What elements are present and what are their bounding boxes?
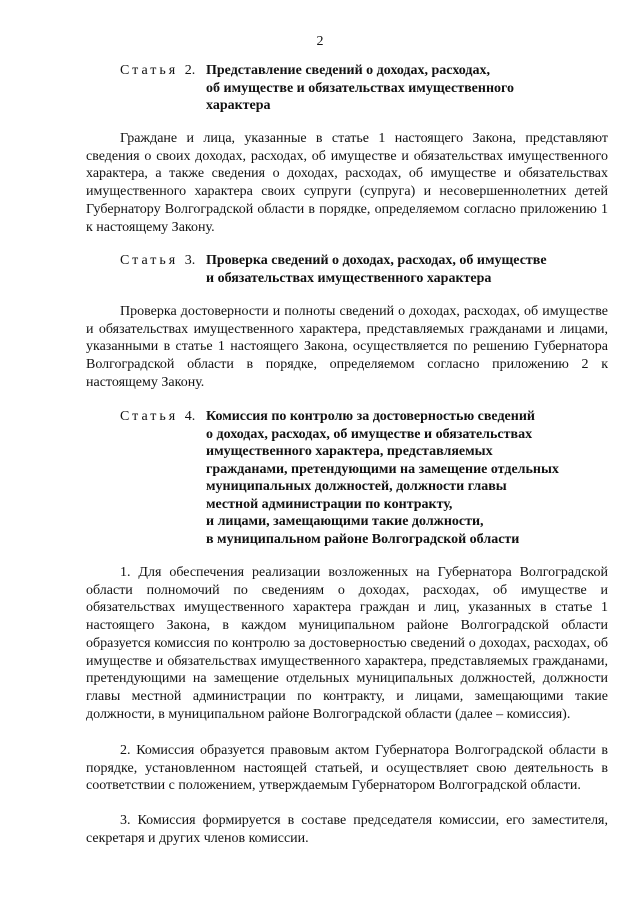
title-line: Проверка сведений о доходах, расходах, об имуществе [206, 253, 547, 268]
page-number: 2 [316, 34, 324, 49]
title-line: местной администрации по контракту, [206, 496, 453, 512]
title-line: имущественного характера, представляемых [206, 444, 493, 459]
article-4-paragraph-2: 2. Комиссия образуется правовым актом Губернатора Волгоградской области в порядке, установленном настоящей статьей, и осуществляет свою деятельность в соответствии с положением, утверждаемым Губернатором Волгоградской области. [86, 743, 608, 794]
article-title [206, 62, 514, 115]
article-2-paragraph-1: Граждане и лица, указанные в статье 1 настоящего Закона, представляют сведения о своих доходах, расходах, об имуществе и обязательствах имущественного характера, а также сведения о доходах, расходах, об имуществе и обязательствах имущественного характера своих супруги (супруга) и несовершеннолетних детей Губернатору Волгоградской области в порядке, определяемом согласно приложению 1 к настоящему Закону. [86, 131, 608, 235]
title-line: и лицами, замещающими такие должности, [206, 514, 484, 529]
article-word: Статья [120, 409, 179, 424]
article-number: 3. [184, 253, 196, 268]
article-4-heading [0, 408, 640, 548]
article-title [206, 252, 547, 287]
title-line: и обязательствах имущественного характера [206, 270, 492, 286]
article-4-paragraph-1: 1. Для обеспечения реализации возложенных на Губернатора Волгоградской области полномочий по сведениям о доходах, расходах, об имуществе и обязательствах имущественного характера граждан и лиц, указанных в статье 1 настоящего Закона, в каждом муниципальном районе Волгоградской области образуется комиссия по контролю за достоверностью сведений о доходах, расходах, об имуществе и обязательствах имущественного характера, представляемых гражданами, претендующими на замещение отдельных муниципальных должностей, должности главы местной администрации по контракту, и лицами, замещающими такие должности, в муниципальном районе Волгоградской области (далее – комиссия). [86, 565, 608, 722]
article-number: 2. [184, 63, 196, 78]
title-line: в муниципальном районе Волгоградской области [206, 531, 520, 547]
title-line: о доходах, расходах, об имуществе и обязательствах [206, 426, 533, 442]
article-word: Статья [120, 253, 179, 268]
title-line: об имуществе и обязательствах имущественного [206, 80, 515, 96]
article-number: 4. [184, 409, 196, 424]
article-word: Статья [120, 63, 179, 78]
article-2-heading [0, 62, 640, 115]
title-line: характера [206, 98, 271, 113]
title-line: Представление сведений о доходах, расходах, [206, 63, 490, 78]
article-3-heading [0, 252, 640, 287]
title-line: муниципальных должностей, должности главы [206, 479, 507, 494]
article-title [206, 408, 559, 548]
article-3-paragraph-1: Проверка достоверности и полноты сведений о доходах, расходах, об имуществе и обязательствах имущественного характера, представляемых гражданами и лицами, указанными в статье 1 настоящего Закона, осуществляется по решению Губернатора Волгоградской области в порядке, определяемом согласно приложению 2 к настоящему Закону. [86, 304, 608, 390]
title-line: Комиссия по контролю за достоверностью сведений [206, 409, 535, 424]
title-line: гражданами, претендующими на замещение отдельных [206, 461, 559, 477]
article-4-paragraph-3: 3. Комиссия формируется в составе председателя комиссии, его заместителя, секретаря и других членов комиссии. [86, 813, 608, 846]
